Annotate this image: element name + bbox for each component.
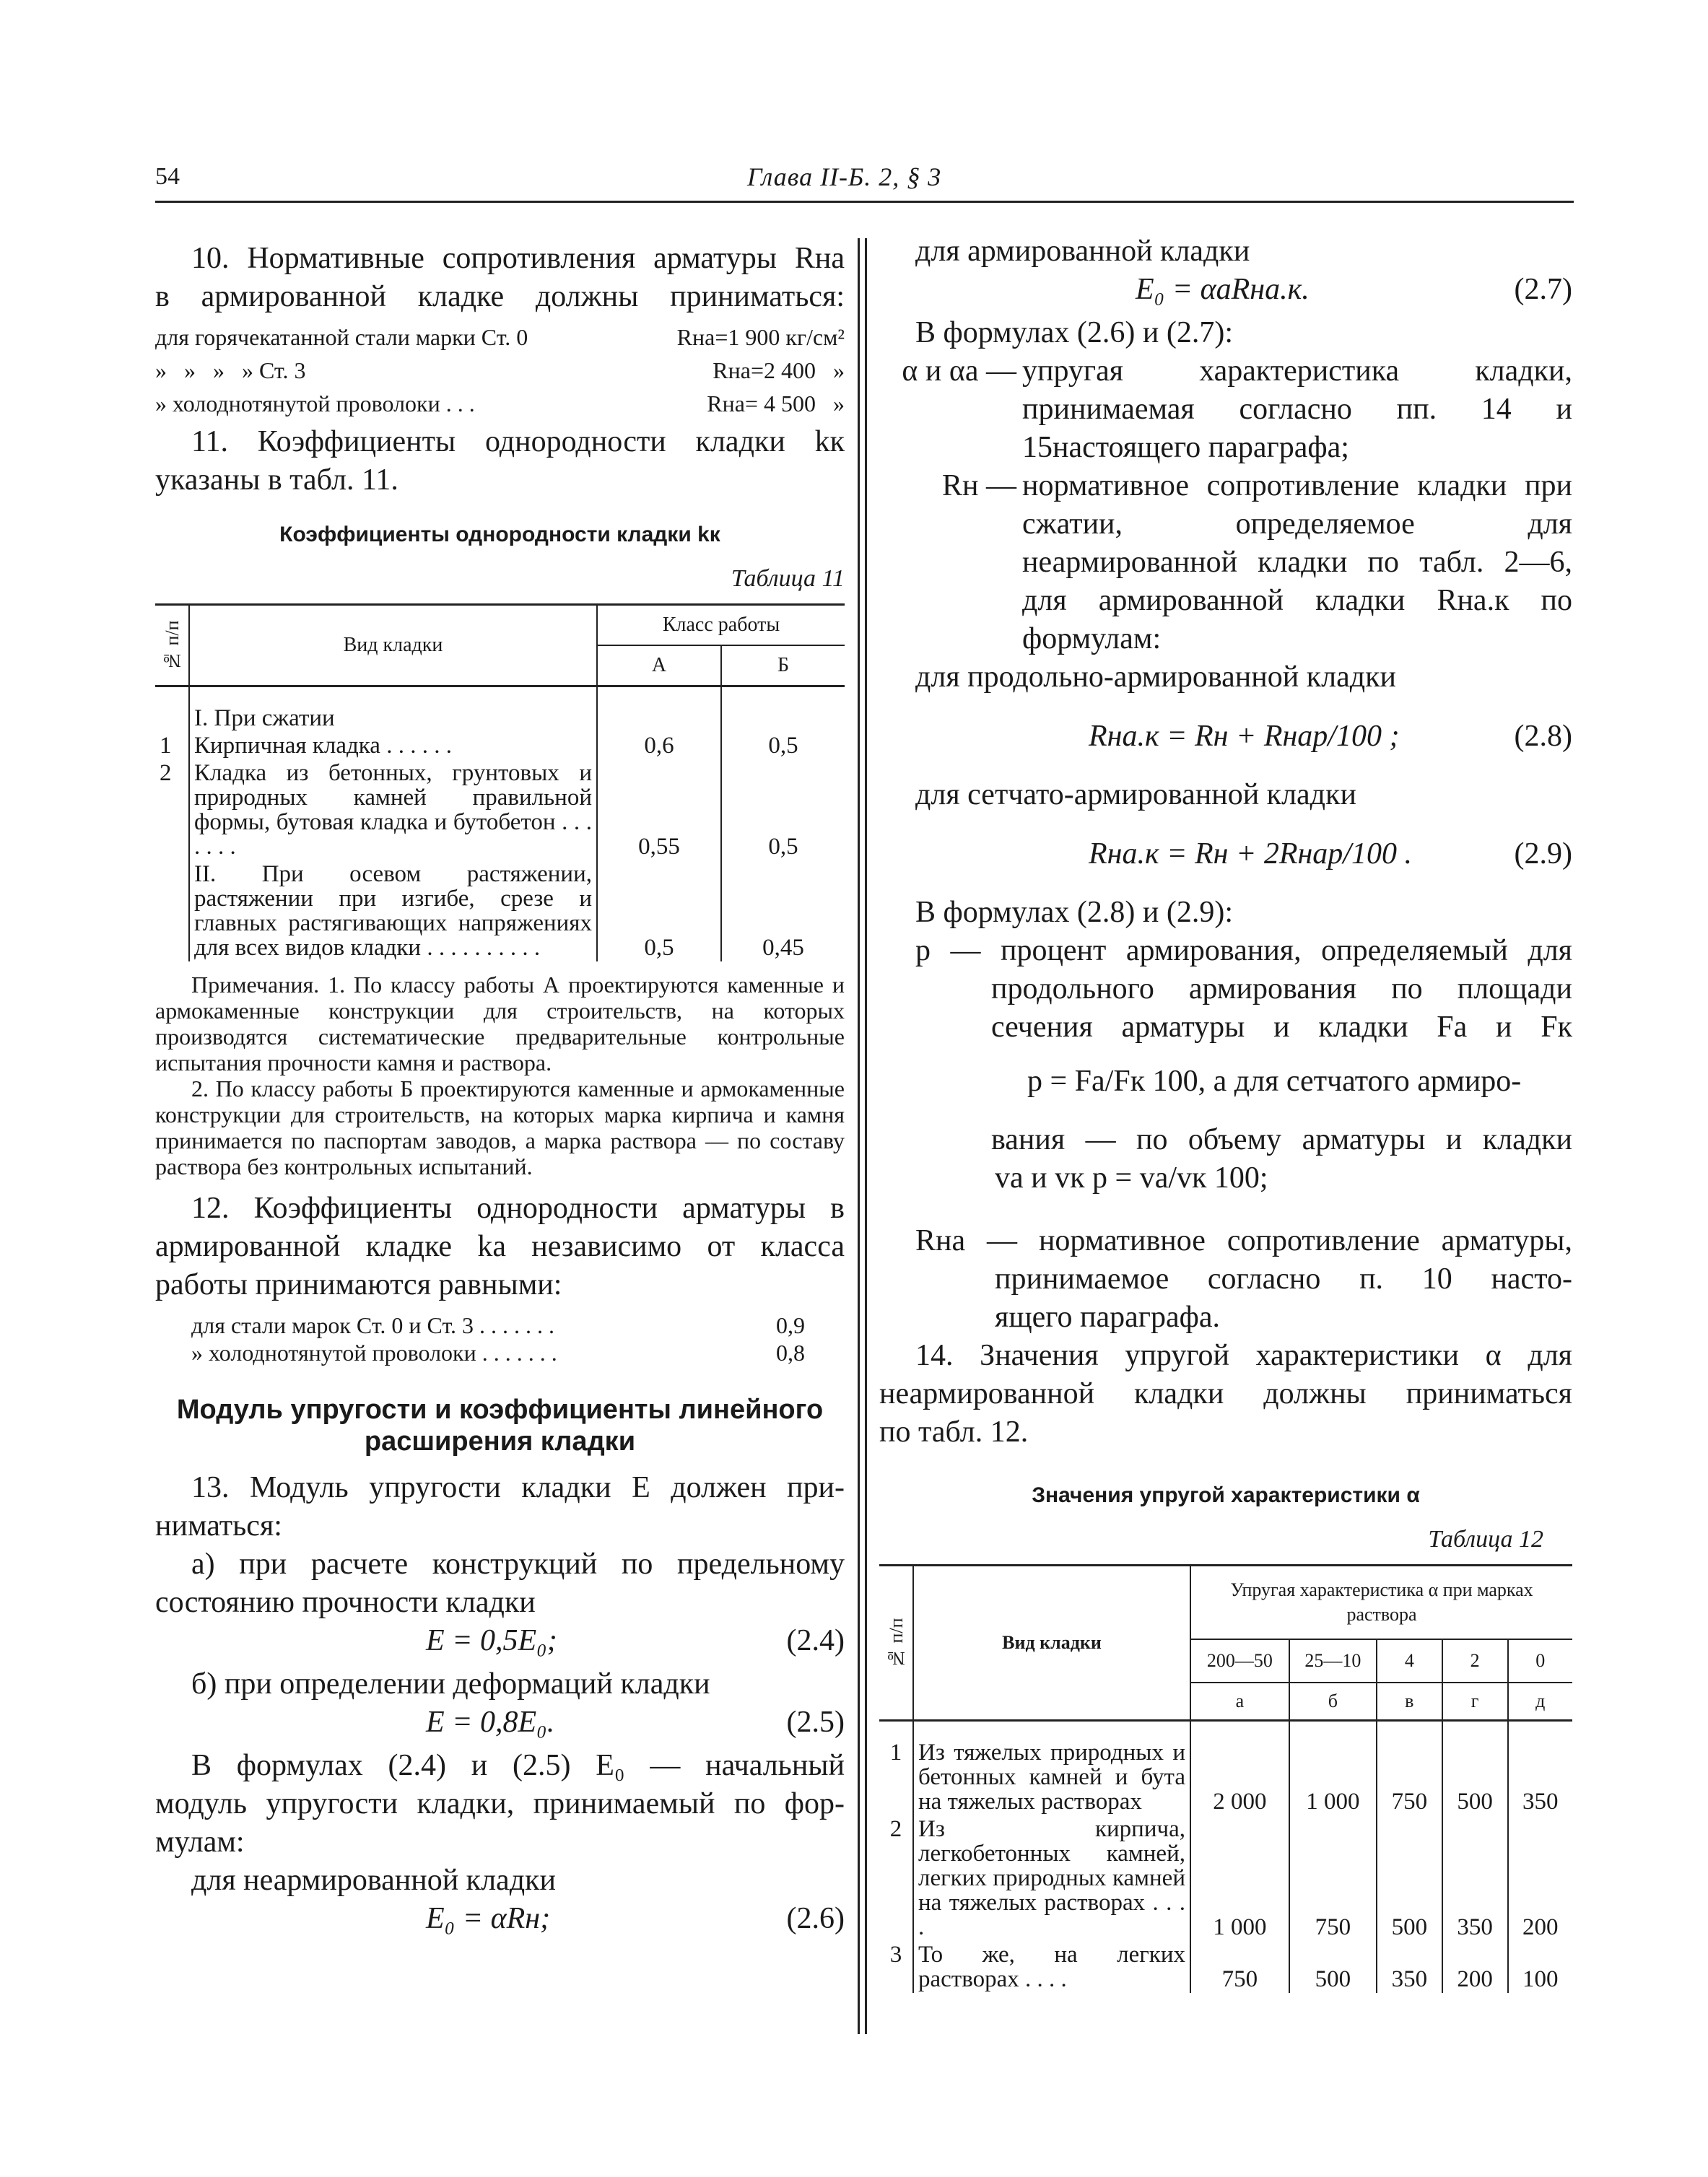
note-1: Примечания. 1. По классу работы А проектируются каменные и армокаменные конструкции для строительств, на которых производятся систематические предварительные контрольные испытания прочности камня и раствора. (155, 972, 845, 1076)
definition: Rн — нормативное сопротивление кладки при сжатии, определяемое для неармированной кладки по табл. 2—6, для армированной кладки Rна.к по формулам: (942, 469, 1572, 655)
t12-header-kind: Вид кладки (913, 1566, 1190, 1721)
ra-def-line: ящего параграфа. (995, 1301, 1220, 1334)
t11-header-class: Класс работы (597, 605, 845, 646)
formula-2-4: E = 0,5E₀; (2.4) (426, 1624, 845, 1657)
formula-2-5: E = 0,8E₀. (2.5) (426, 1706, 845, 1739)
page-header (155, 160, 1574, 203)
p14-line: неармированной кладки должны приниматься (879, 1377, 1572, 1410)
note-2: 2. По классу работы Б проектируются каменные и армокаменные конструкции для строительств, на которых марка кирпича и камня принимается по паспортам заводов, а марка раствора — по составу раствора без контрольных испытаний. (155, 1076, 845, 1179)
table-row: 2 Из кирпича, легкобетонных камней, легких природных камней на тяжелых растворах . . . . 1 000 750 500 350 200 (879, 1815, 1572, 1941)
p-def-line: продольного армирования по площади (991, 972, 1572, 1005)
p12-line: армированной кладке kа независимо от класса (155, 1230, 845, 1263)
page-number: 54 (155, 163, 180, 190)
table12-caption: Значения упругой характеристики α (1032, 1483, 1420, 1507)
p13-line: 13. Модуль упругости кладки E должен при- (191, 1471, 845, 1504)
p-formula: p = Fа/Fк 100, а для сетчатого армиро- (1027, 1065, 1522, 1098)
p-def-line: сечения арматуры и кладки Fа и Fк (991, 1011, 1572, 1044)
table11-number: Таблица 11 (731, 565, 845, 592)
p12-row: » холоднотянутой проволоки . . . . . . . 0,8 (191, 1340, 805, 1366)
column-divider (858, 238, 860, 2034)
p10-line: в армированной кладке должны приниматься: (155, 280, 845, 313)
p11-line: 11. Коэффициенты однородности кладки kк (191, 425, 845, 458)
table11-notes (155, 972, 845, 1179)
table11-caption: Коэффициенты однородности кладки kк (279, 523, 720, 546)
right-column (879, 232, 1572, 1993)
table-row: 1 Кирпичная кладка . . . . . . 0,6 0,5 (155, 732, 845, 759)
right-line: для армированной кладки (915, 235, 1250, 268)
column-divider (865, 238, 867, 2034)
p13-line: состоянию прочности кладки (155, 1586, 536, 1619)
p10-line: 10. Нормативные сопротивления арматуры Rна (191, 242, 845, 275)
left-column (155, 240, 845, 1943)
t11-header-a: А (597, 645, 721, 686)
p14-line: по табл. 12. (879, 1415, 1029, 1449)
p13-line: а) при расчете конструкций по предельному (191, 1548, 845, 1581)
t12-header-group: Упругая характеристика α при марках раствора (1190, 1566, 1572, 1640)
p14-line: 14. Значения упругой характеристики α для (915, 1339, 1572, 1372)
p12-row: для стали марок Ст. 0 и Ст. 3 . . . . . . . 0,9 (191, 1312, 805, 1338)
formula-2-7: E₀ = αаRна.к. (2.7) (1136, 273, 1572, 306)
right-line: В формулах (2.8) и (2.9): (915, 896, 1234, 929)
p12-line: работы принимаются равными: (155, 1268, 562, 1301)
table-11 (155, 603, 845, 961)
p11-line: указаны в табл. 11. (155, 463, 398, 497)
steel-row: для горячекатанной стали марки Ст. 0 Rна=1 900 кг/см² (155, 324, 845, 350)
t11-header-num: № п/п (155, 605, 189, 686)
t12-header-num: № п/п (879, 1566, 913, 1721)
definition: α и αа — упругая характеристика кладки, принимаемая согласно пп. 14 и 15настоящего параграфа; (902, 354, 1572, 464)
p12-values (155, 1312, 845, 1366)
p13c-line: для неармированной кладки (191, 1864, 556, 1897)
p13c-line: мулам: (155, 1825, 245, 1859)
p13c-line: В формулах (2.4) и (2.5) E₀ — начальный (191, 1749, 845, 1782)
t11-header-kind: Вид кладки (189, 605, 597, 686)
table-row: I. При сжатии (155, 686, 845, 733)
p-formula: vа и vк p = vа/vк 100; (995, 1161, 1268, 1195)
right-line: для сетчато-армированной кладки (915, 778, 1356, 811)
formula-2-9: Rна.к = Rн + 2Rнаp/100 . (2.9) (1089, 837, 1572, 871)
p13c-line: модуль упругости кладки, принимаемый по фор- (155, 1787, 845, 1820)
table-row: II. При осевом растяжении, растяжении при изгибе, срезе и главных растягивающих напряжениях для всех видов кладки . . . . . . . . . . 0,5 0,45 (155, 860, 845, 961)
right-line: В формулах (2.6) и (2.7): (915, 316, 1234, 349)
steel-row: » » » » Ст. 3 Rна=2 400 » (155, 357, 845, 383)
section-heading: Модуль упругости и коэффициенты линейного расширения кладки (176, 1395, 824, 1457)
p13b: б) при определении деформаций кладки (191, 1667, 710, 1701)
table-row: 2 Кладка из бетонных, грунтовых и природных камней правильной формы, бутовая кладка и бутобетон . . . . . . . 0,55 0,5 (155, 759, 845, 860)
p12-line: 12. Коэффициенты однородности арматуры в (191, 1192, 845, 1225)
formula-2-8: Rна.к = Rн + Rнаp/100 ; (2.8) (1089, 720, 1572, 753)
p-def-line: p — процент армирования, определяемый для (915, 934, 1572, 967)
table-12: № п/п Вид кладки Упругая характеристика α при марках раствора 200—50 25—10 4 2 0 а б в г д 1 Из тяжелых природных и бетонных камней и бута на тяжелых растворах 2 000 1 000 750 500 350 2 Из кирпича, легкобетонных камней, легких природных камней на тяжелых растворах . . . . 1 000 750 500 350 200 3 То же, на легких растворах . . . . 750 500 350 200 100 (879, 1564, 1572, 1993)
table-row: 1 Из тяжелых природных и бетонных камней и бута на тяжелых растворах 2 000 1 000 750 500 350 (879, 1721, 1572, 1816)
t11-header-b: Б (721, 645, 845, 686)
steel-list (155, 320, 845, 420)
right-line: для продольно-армированной кладки (915, 660, 1396, 694)
p13-line: ниматься: (155, 1509, 282, 1543)
formula-2-6: E₀ = αRн; (2.6) (426, 1902, 845, 1935)
ra-def-line: принимаемое согласно п. 10 насто- (995, 1262, 1572, 1296)
ra-def-line: Rна — нормативное сопротивление арматуры, (915, 1224, 1572, 1257)
chapter-title: Глава II-Б. 2, § 3 (747, 162, 942, 191)
table12-number: Таблица 12 (1428, 1526, 1543, 1553)
table-row: 3 То же, на легких растворах . . . . 750 500 350 200 100 (879, 1941, 1572, 1993)
steel-row: » холоднотянутой проволоки . . . Rна= 4 500 » (155, 391, 845, 416)
p-formula: вания — по объему арматуры и кладки (991, 1123, 1572, 1156)
